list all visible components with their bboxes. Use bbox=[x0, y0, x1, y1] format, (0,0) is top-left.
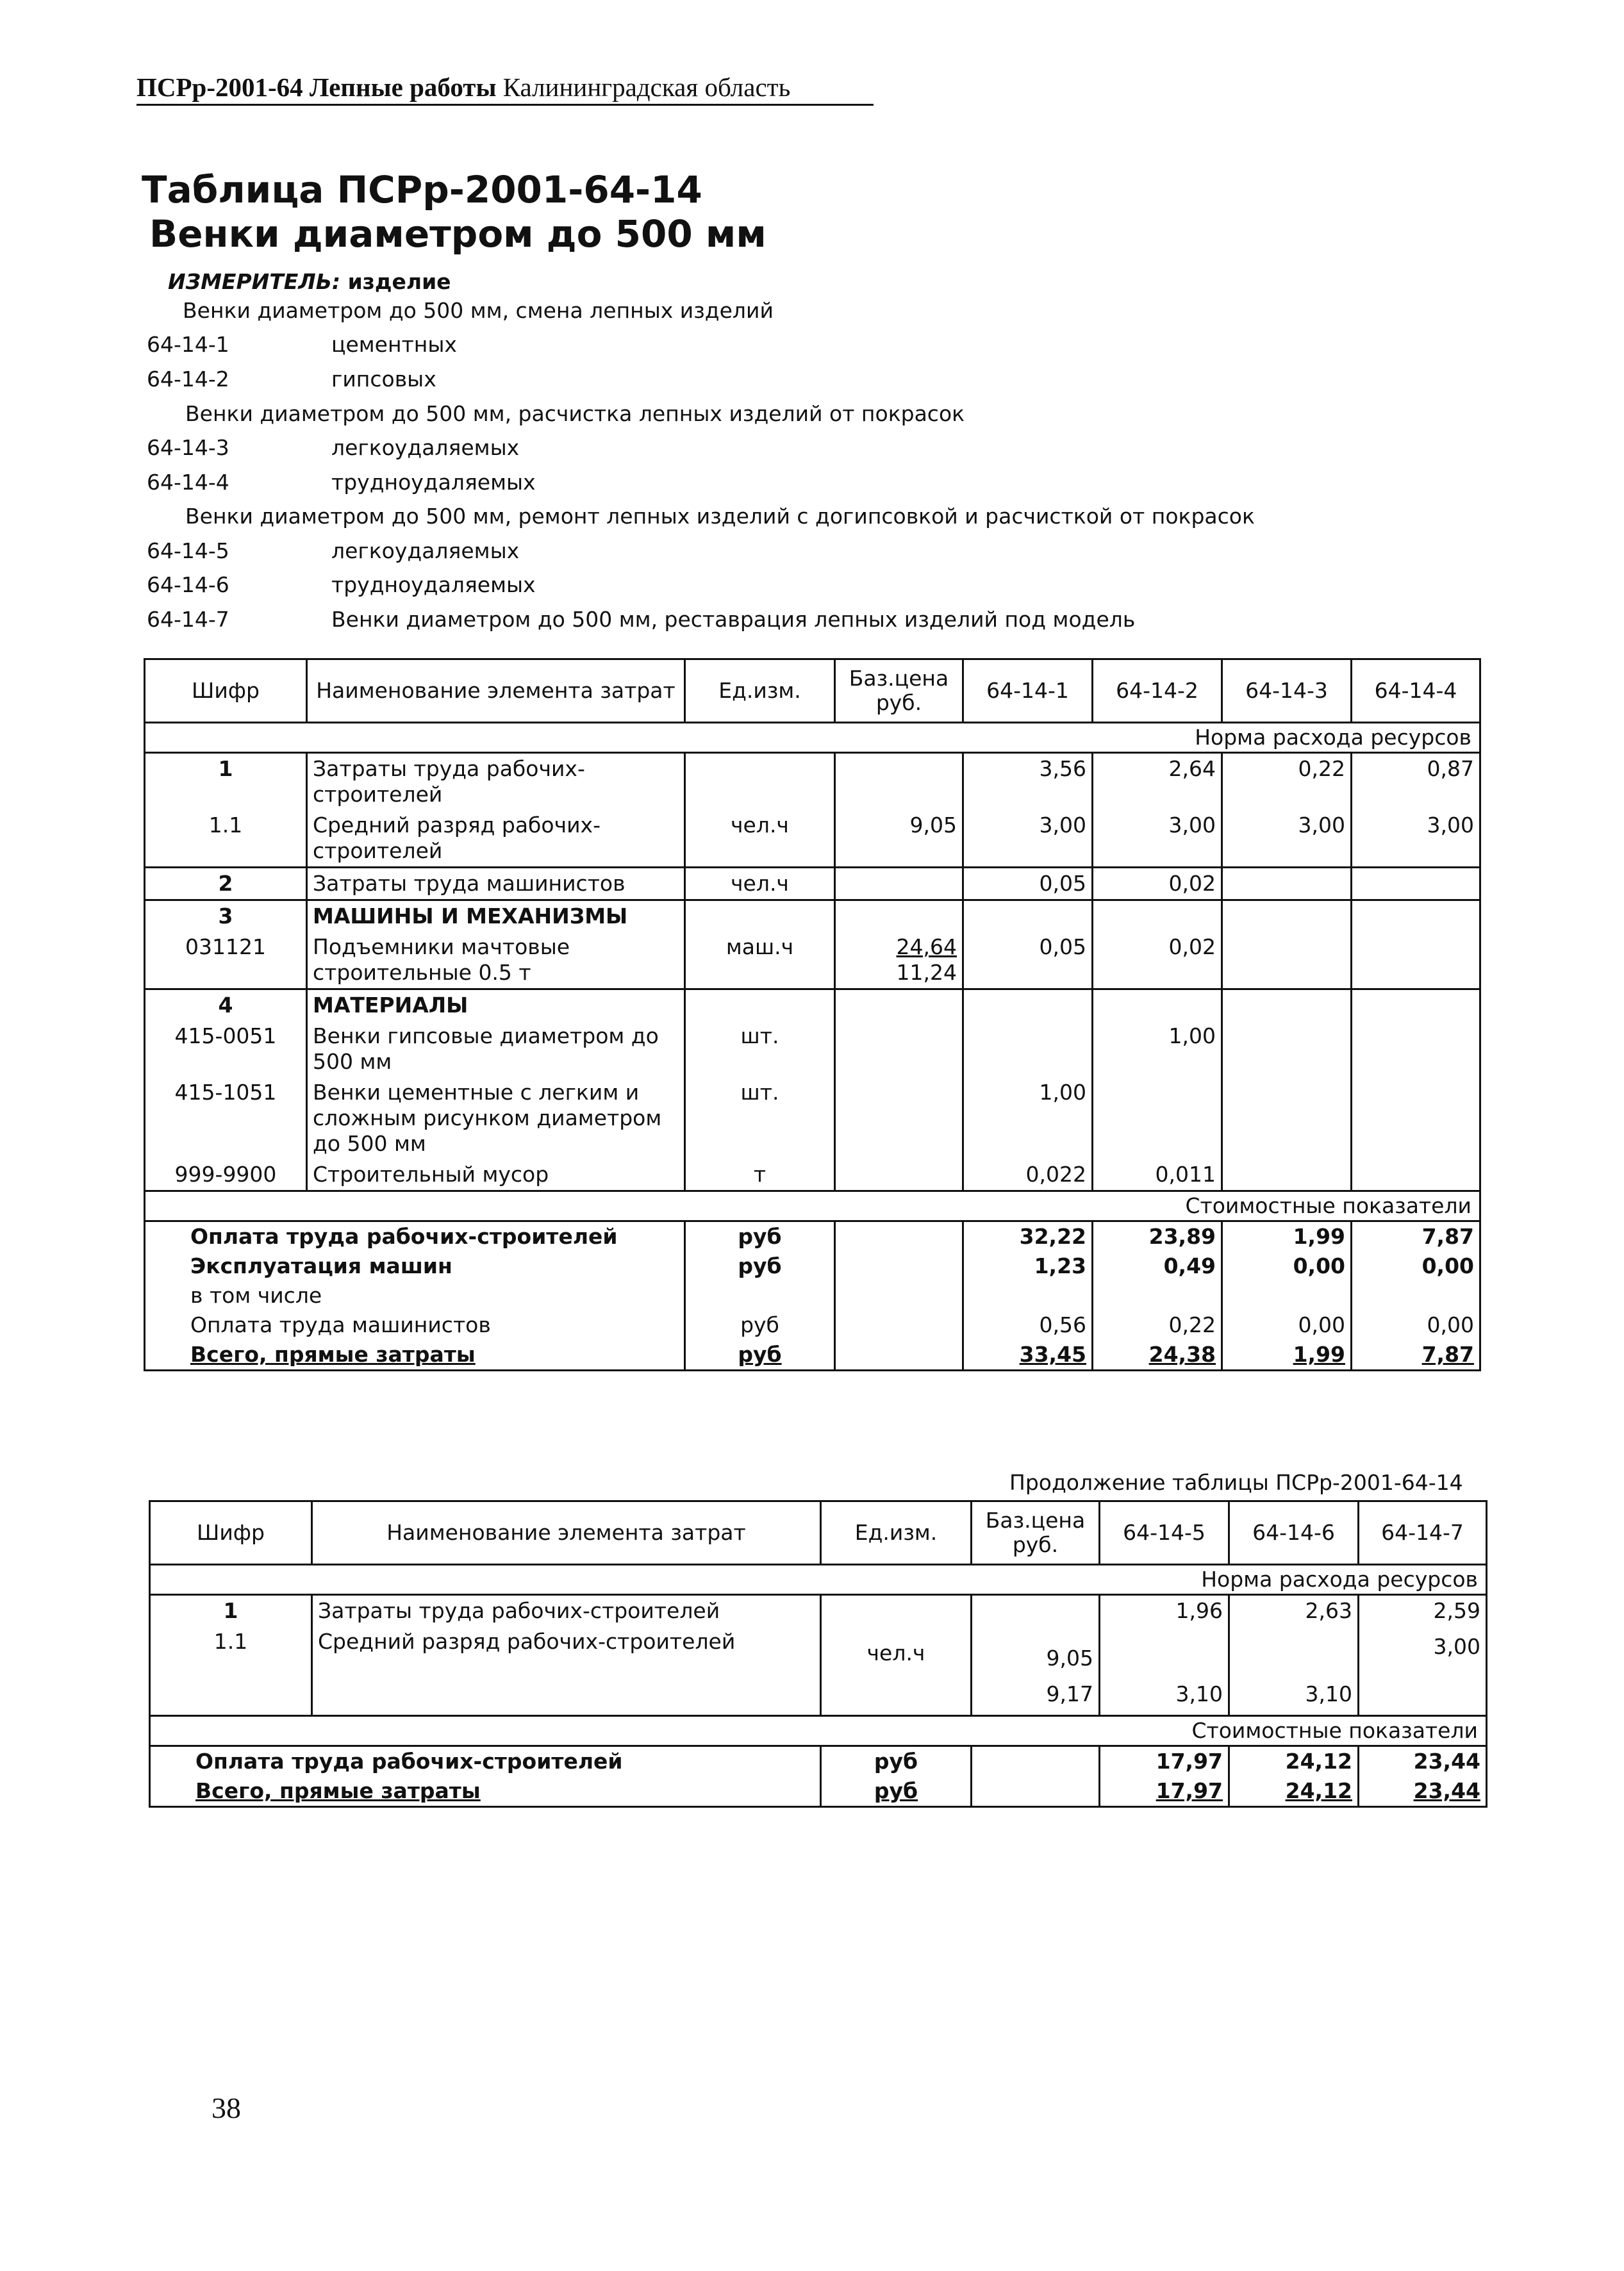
desc-code: 64-14-7 bbox=[147, 607, 229, 632]
price-cell: 24,64 11,24 bbox=[835, 932, 963, 989]
col-header-64-14-3: 64-14-3 bbox=[1222, 659, 1352, 723]
norm-band-label: Норма расхода ресурсов bbox=[150, 1565, 1487, 1595]
running-header bbox=[137, 72, 874, 106]
cost-row: Эксплуатация машин руб 1,23 0,49 0,00 0,00 bbox=[145, 1251, 1480, 1281]
col-header-64-14-2: 64-14-2 bbox=[1093, 659, 1222, 723]
table-header-row bbox=[150, 1501, 1487, 1565]
cost-row: Всего, прямые затраты руб 17,97 24,12 23,44 bbox=[150, 1776, 1487, 1807]
desc-item: цементных bbox=[331, 332, 457, 357]
header-title: Лепные работы bbox=[309, 72, 497, 102]
desc-item: легкоудаляемых bbox=[331, 538, 520, 563]
table-row: 415-0051 Венки гипсовые диаметром до 500 мм шт. 1,00 bbox=[145, 1021, 1480, 1077]
cost-band-row bbox=[145, 1191, 1480, 1221]
desc-group-1: Венки диаметром до 500 мм, смена лепных изделий bbox=[183, 298, 774, 323]
resource-table-2 bbox=[149, 1500, 1487, 1808]
col-header-code: Шифр bbox=[150, 1501, 312, 1565]
table-title: Таблица ПСРр-2001-64-14 bbox=[142, 168, 702, 211]
desc-code: 64-14-3 bbox=[147, 435, 229, 460]
header-code: ПСРр-2001-64 bbox=[137, 72, 303, 102]
col-header-64-14-6: 64-14-6 bbox=[1229, 1501, 1359, 1565]
desc-code: 64-14-4 bbox=[147, 470, 229, 495]
col-header-price: Баз.цена руб. bbox=[835, 659, 963, 723]
desc-item: трудноудаляемых bbox=[331, 572, 536, 597]
col-header-unit: Ед.изм. bbox=[685, 659, 835, 723]
table-header-row bbox=[145, 659, 1480, 723]
col-header-name: Наименование элемента затрат bbox=[307, 659, 685, 723]
col-header-64-14-1: 64-14-1 bbox=[963, 659, 1093, 723]
desc-code: 64-14-1 bbox=[147, 332, 229, 357]
page-number: 38 bbox=[211, 2092, 241, 2124]
table-subtitle: Венки диаметром до 500 мм bbox=[149, 212, 766, 256]
norm-band-row bbox=[145, 723, 1480, 753]
cost-row: в том числе bbox=[145, 1281, 1480, 1310]
price-cell: 9,05 9,17 bbox=[972, 1626, 1100, 1716]
desc-item: трудноудаляемых bbox=[331, 470, 536, 495]
desc-group-3: Венки диаметром до 500 мм, ремонт лепных изделий с догипсовкой и расчисткой от покрасок bbox=[185, 504, 1255, 529]
norm-band-label: Норма расхода ресурсов bbox=[145, 723, 1480, 753]
col-header-64-14-7: 64-14-7 bbox=[1359, 1501, 1487, 1565]
col-header-price: Баз.цена руб. bbox=[972, 1501, 1100, 1565]
desc-code: 64-14-6 bbox=[147, 572, 229, 597]
cost-row: Оплата труда рабочих-строителей руб 32,22 23,89 1,99 7,87 bbox=[145, 1221, 1480, 1252]
meter-line bbox=[168, 269, 451, 294]
section-row: 4 МАТЕРИАЛЫ bbox=[145, 989, 1480, 1021]
desc-group-2: Венки диаметром до 500 мм, расчистка лепных изделий от покрасок bbox=[185, 401, 965, 426]
norm-band-row bbox=[150, 1565, 1487, 1595]
meter-label: ИЗМЕРИТЕЛЬ: bbox=[168, 269, 341, 294]
table-row: 1.1 Средний разряд рабочих-строителей чел.ч 9,05 9,17 3,10 3,10 3,00 bbox=[150, 1626, 1487, 1716]
cost-row: Всего, прямые затраты руб 33,45 24,38 1,99 7,87 bbox=[145, 1340, 1480, 1371]
section-row: 3 МАШИНЫ И МЕХАНИЗМЫ bbox=[145, 900, 1480, 932]
table-row: 1 Затраты труда рабочих-строителей 1,96 2,63 2,59 bbox=[150, 1595, 1487, 1627]
desc-code: 64-14-2 bbox=[147, 367, 229, 392]
continuation-label: Продолжение таблицы ПСРр-2001-64-14 bbox=[1009, 1470, 1463, 1495]
desc-item: гипсовых bbox=[331, 367, 436, 392]
col-header-unit: Ед.изм. bbox=[821, 1501, 972, 1565]
desc-code: 64-14-5 bbox=[147, 538, 229, 563]
col-header-64-14-4: 64-14-4 bbox=[1352, 659, 1480, 723]
desc-item: Венки диаметром до 500 мм, реставрация лепных изделий под модель bbox=[331, 607, 1136, 632]
resource-table-1 bbox=[144, 658, 1481, 1371]
table-row: 031121 Подъемники мачтовые строительные 0.5 т маш.ч 24,64 11,24 0,05 0,02 bbox=[145, 932, 1480, 989]
cost-band-label: Стоимостные показатели bbox=[145, 1191, 1480, 1221]
col-header-name: Наименование элемента затрат bbox=[312, 1501, 821, 1565]
desc-item: легкоудаляемых bbox=[331, 435, 520, 460]
col-header-64-14-5: 64-14-5 bbox=[1100, 1501, 1229, 1565]
meter-value: изделие bbox=[347, 269, 451, 294]
table-row: 2 Затраты труда машинистов чел.ч 0,05 0,02 bbox=[145, 868, 1480, 900]
table-row: 1 Затраты труда рабочих-строителей 3,56 2,64 0,22 0,87 bbox=[145, 753, 1480, 811]
table-row: 415-1051 Венки цементные с легким и сложным рисунком диаметром до 500 мм шт. 1,00 bbox=[145, 1077, 1480, 1159]
col-header-code: Шифр bbox=[145, 659, 307, 723]
cost-band-row bbox=[150, 1716, 1487, 1746]
cost-row: Оплата труда машинистов руб 0,56 0,22 0,00 0,00 bbox=[145, 1310, 1480, 1340]
table-row: 1.1 Средний разряд рабочих-строителей чел.ч 9,05 3,00 3,00 3,00 3,00 bbox=[145, 810, 1480, 868]
cost-band-label: Стоимостные показатели bbox=[150, 1716, 1487, 1746]
header-region: Калининградская область bbox=[502, 72, 791, 102]
table-row: 999-9900 Строительный мусор т 0,022 0,011 bbox=[145, 1159, 1480, 1191]
cost-row: Оплата труда рабочих-строителей руб 17,97 24,12 23,44 bbox=[150, 1746, 1487, 1777]
